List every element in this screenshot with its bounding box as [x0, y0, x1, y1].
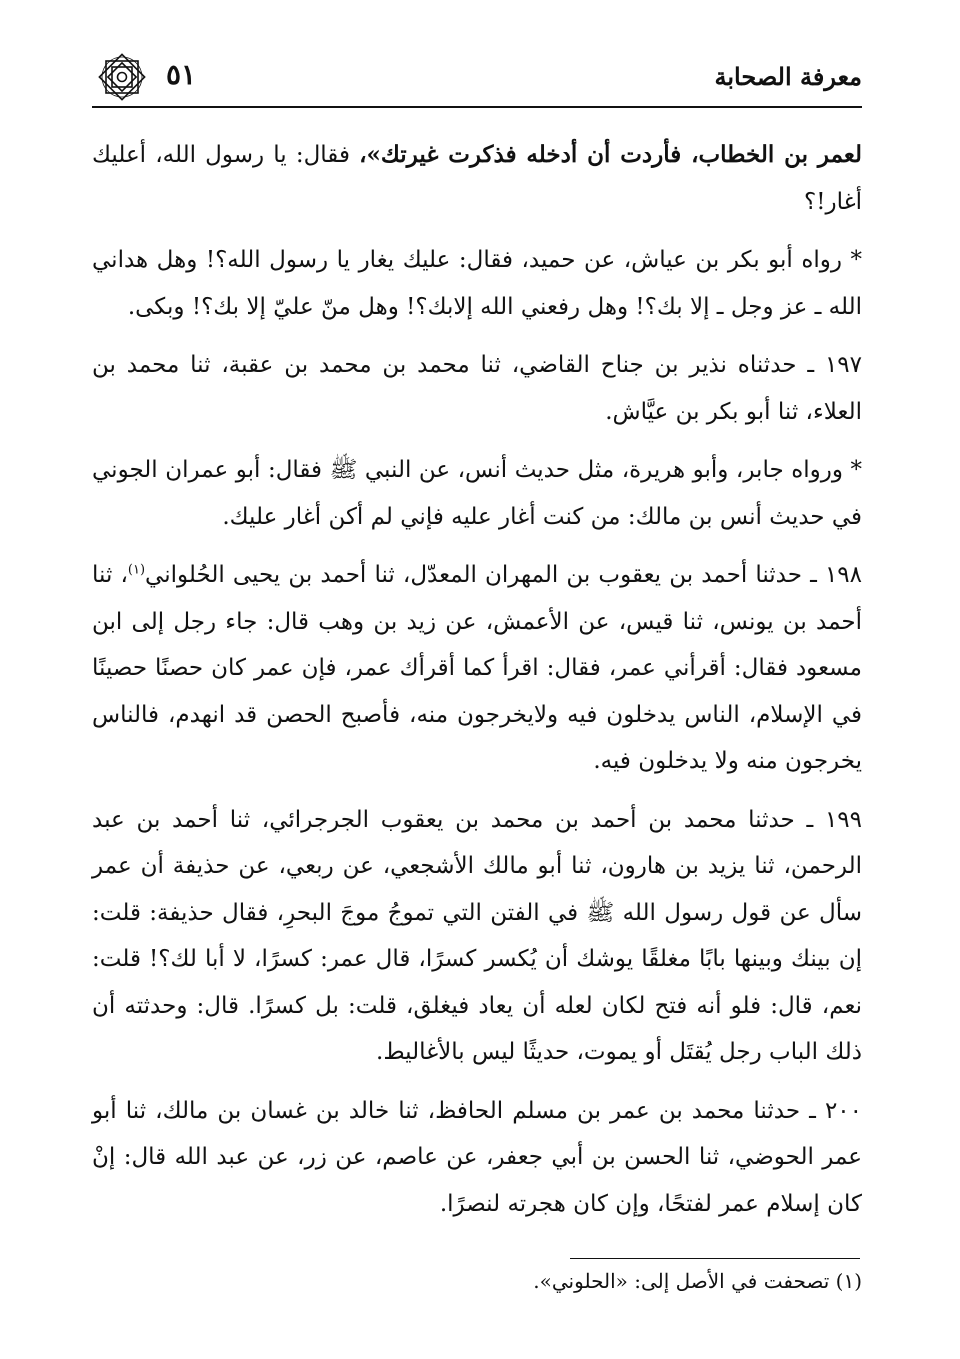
- paragraph-text: ١٩٧ ـ حدثناه نذير بن جناح القاضي، ثنا محمد بن محمد بن عقبة، ثنا محمد بن العلاء، ثنا أبو بكر بن عيَّاش.: [92, 352, 862, 425]
- paragraph-text: فقال: يا رسول الله، أعليك أغار!؟: [92, 142, 862, 215]
- hadith-197: [92, 342, 862, 435]
- page-number: ٥١: [166, 58, 197, 91]
- paragraph-continuation: [92, 132, 862, 225]
- paragraph-note: [92, 447, 862, 540]
- body-text: [92, 132, 862, 1239]
- footnote-rule: [570, 1258, 860, 1259]
- footnote-marker[interactable]: (١): [127, 562, 146, 578]
- paragraph-text: * رواه أبو بكر بن عياش، عن حميد، فقال: عليك يغار يا رسول الله؟! وهل هداني الله ـ عز وجل ـ إلا بك؟! وهل رفعني الله إلابك؟! وهل منّ عليّ إلا بك؟! وبكى.: [92, 247, 862, 320]
- hadith-198: [92, 552, 862, 785]
- quote-continuation: لعمر بن الخطاب، فأردت أن أدخله فذكرت غيرتك»،: [359, 141, 862, 168]
- paragraph-text: ٢٠٠ ـ حدثنا محمد بن عمر بن مسلم الحافظ، ثنا خالد بن غسان بن مالك، ثنا أبو عمر الحوضي، ثنا الحسن بن أبي جعفر، عن عاصم، عن زر، عن عبد الله قال: إنْ كان إسلام عمر لفتحًا، وإن كان هجرته لنصرًا.: [92, 1097, 862, 1217]
- header-rule: [92, 106, 862, 108]
- paragraph-text: ١٩٨ ـ حدثنا أحمد بن يعقوب بن المهران المعدّل، ثنا أحمد بن يحيى الحُلواني: [145, 562, 862, 588]
- page-header: [92, 52, 862, 102]
- paragraph-text: ، ثنا أحمد بن يونس، ثنا قيس، عن الأعمش، عن زيد بن وهب قال: جاء رجل إلى ابن مسعود فقال: أقرأني عمر، فقال: اقرأ كما أقرأك عمر، فإن عمر كان حصنًا حصينًا في الإسلام، الناس يدخلون فيه ولايخرجون منه، فأصبح الحصن قد انهدم، فالناس يخرجون منه ولا يدخلون فيه.: [92, 562, 862, 774]
- eight-pointed-star-ornament-icon: [92, 52, 152, 102]
- running-title: معرفة الصحابة: [714, 62, 862, 91]
- footnote: (١) تصحفت في الأصل إلى: «الحلوني».: [533, 1269, 862, 1293]
- paragraph-text: ١٩٩ ـ حدثنا محمد بن أحمد بن محمد بن يعقوب الجرجرائي، ثنا أحمد بن عبد الرحمن، ثنا يزيد بن هارون، ثنا أبو مالك الأشجعي، عن ربعي، عن حذيفة أن عمر سأل عن قول رسول الله ﷺ في الفتن التي تموجُ موجَ البحرِ، فقال حذيفة: قلت: إن بينك وبينها بابًا مغلقًا يوشك أن يُكسر كسرًا، قال عمر: كسرًا، لا أبا لك؟! قلت: نعم، قال: فلو أنه فتح لكان لعله أن يعاد فيغلق، قلت: بل كسرًا. قال: وحدثته أن ذلك الباب رجل يُقتَل أو يموت، حديثًا ليس بالأغاليط.: [92, 806, 862, 1065]
- paragraph-note: [92, 237, 862, 330]
- hadith-199: [92, 797, 862, 1076]
- hadith-200: [92, 1088, 862, 1228]
- paragraph-text: * ورواه جابر، وأبو هريرة، مثل حديث أنس، عن النبي ﷺ فقال: أبو عمران الجوني في حديث أنس بن مالك: من كنت أغار عليه فإني لم أكن أغار عليك.: [92, 457, 862, 530]
